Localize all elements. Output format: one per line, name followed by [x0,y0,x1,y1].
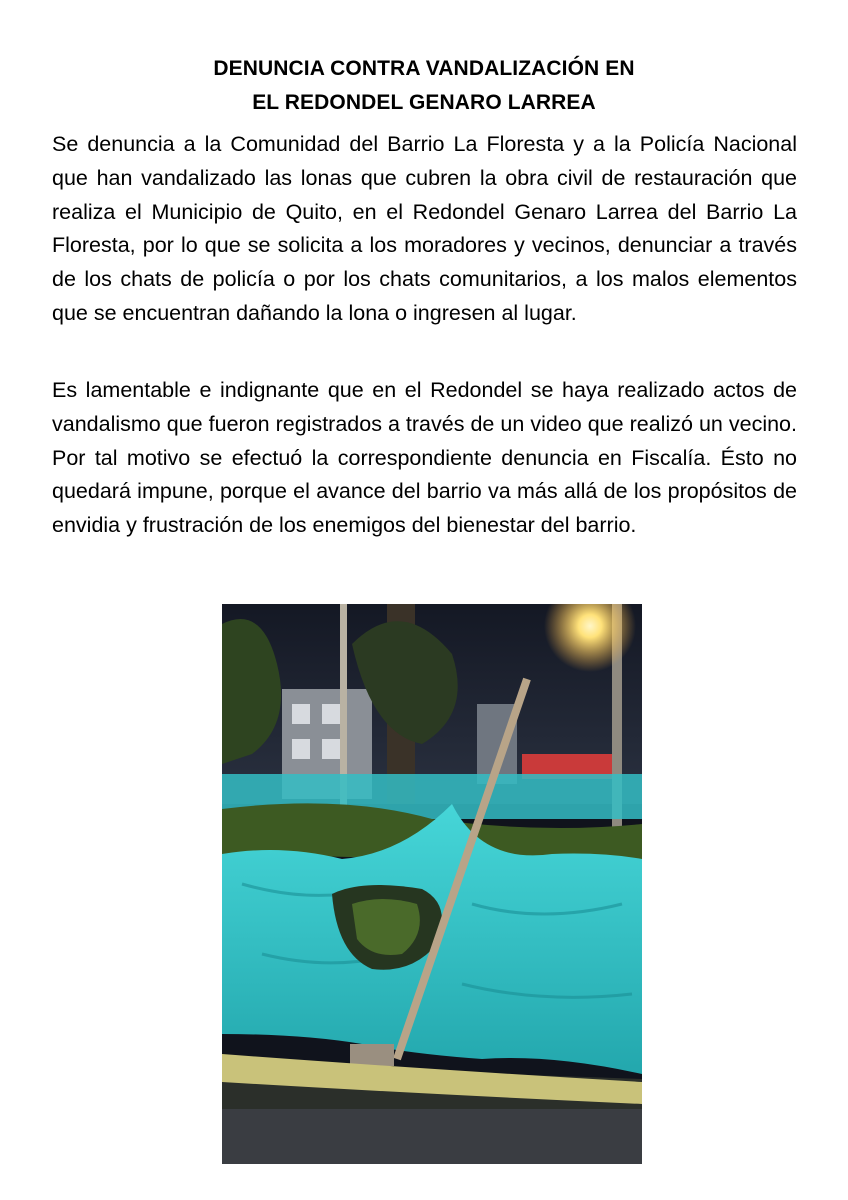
paragraph-vandalism-report: Es lamentable e indignante que en el Redondel se haya realizado actos de vandalismo que fueron registrados a través de un video que realizó un vecino. Por tal motivo se efectuó la correspondiente denuncia en Fiscalía. Ésto no quedará impune, porque el avance del barrio va más allá de los propósitos de envidia y frustración de los enemigos del bienestar del barrio. [52,378,797,538]
vandalized-tarp-photo [222,604,642,1164]
photo-illustration [222,604,642,1164]
title-line-2: EL REDONDEL GENARO LARREA [252,91,596,114]
debris [350,1044,394,1066]
document-title [0,52,848,120]
title-line-1: DENUNCIA CONTRA VANDALIZACIÓN EN [213,57,635,80]
paragraph-complaint: Se denuncia a la Comunidad del Barrio La Floresta y a la Policía Nacional que han vandalizado las lonas que cubren la obra civil de restauración que realiza el Municipio de Quito, en el Redondel Genaro Larrea del Barrio La Floresta, por lo que se solicita a los moradores y vecinos, denunciar a través de los chats de policía o por los chats comunitarios, a los malos elementos que se encuentran dañando la lona o ingresen al lugar. [52,132,797,325]
street [222,1109,642,1164]
